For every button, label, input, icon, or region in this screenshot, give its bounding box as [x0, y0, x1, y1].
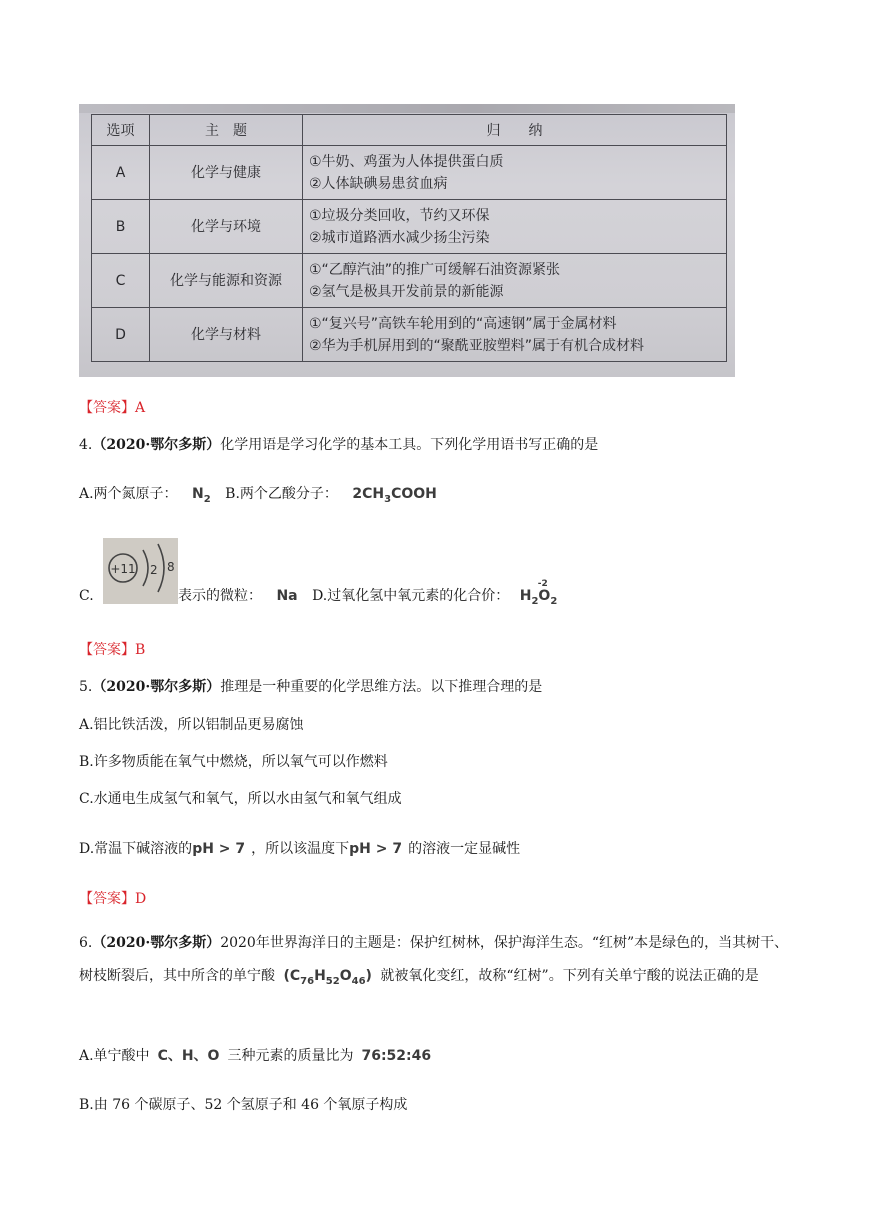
ph-formula: pH > 7: [349, 841, 403, 857]
question-5-stem: [79, 677, 542, 697]
summary-line: ①“复兴号”高铁车轮用到的“高速钢”属于金属材料: [309, 315, 617, 332]
summary-line: ②氢气是极具开发前景的新能源: [309, 283, 504, 300]
question-6-option-b: B.由 76 个碳原子、52 个氢原子和 46 个氧原子构成: [79, 1097, 408, 1113]
option-c-label: C.: [79, 588, 94, 604]
mass-ratio: 76:52:46: [361, 1048, 432, 1064]
row-topic: 化学与能源和资源: [150, 254, 303, 308]
header-option: 选项: [92, 115, 150, 146]
summary-line: ②人体缺碘易患贫血病: [309, 175, 448, 192]
table-row: [92, 308, 727, 362]
question-4-options-ab: [79, 484, 437, 510]
row-summary: [303, 200, 727, 254]
row-summary: [303, 254, 727, 308]
answer-label: 【答案】: [79, 891, 135, 907]
row-option: A: [92, 146, 150, 200]
answer-value: A: [135, 400, 146, 416]
nucleus-charge: +11: [110, 562, 136, 576]
options-table: [91, 114, 727, 362]
cropped-top-edge: [79, 104, 735, 113]
summary-line: ②华为手机屏用到的“聚酰亚胺塑料”属于有机合成材料: [309, 337, 645, 354]
question-5-option-b: B.许多物质能在氧气中燃烧，所以氧气可以作燃料: [79, 754, 388, 770]
question-number: 6.: [79, 935, 93, 951]
answer-q5: [79, 888, 146, 908]
row-topic: 化学与环境: [150, 200, 303, 254]
row-topic: 化学与健康: [150, 146, 303, 200]
question-source: （2020·鄂尔多斯）: [92, 437, 221, 453]
option-c: 表示的微粒：: [178, 588, 262, 604]
formula-n2: $N_2$: [192, 486, 211, 505]
row-summary: [303, 308, 727, 362]
summary-line: ①牛奶、鸡蛋为人体提供蛋白质: [309, 153, 504, 170]
summary-line: ①“乙醇汽油”的推广可缓解石油资源紧张: [309, 261, 561, 278]
question-5-option-a: A.铝比铁活泼，所以铝制品更易腐蚀: [79, 717, 304, 733]
ph-formula: pH > 7: [192, 841, 246, 857]
question-text: 推理是一种重要的化学思维方法。以下推理合理的是: [220, 679, 543, 695]
shell-1-electrons: 2: [150, 563, 158, 577]
row-topic: 化学与材料: [150, 308, 303, 362]
question-6-stem: [79, 927, 799, 998]
question-5-option-c: C.水通电生成氢气和氧气，所以水由氢气和氧气组成: [79, 791, 402, 807]
formula-acetic-acid: $2CH_3COOH$: [352, 486, 437, 505]
question-source: （2020·鄂尔多斯）: [92, 679, 221, 695]
header-topic: 主 题: [150, 115, 303, 146]
question-4-option-c-prefix: [79, 586, 94, 606]
question-text: 就被氧化变红，故称“红树”。下列有关单宁酸的说法正确的是: [380, 968, 759, 984]
question-text: 化学用语是学习化学的基本工具。下列化学用语书写正确的是: [220, 437, 599, 453]
question-number: 5.: [79, 679, 93, 695]
question-text: 2020年世界海洋日的主题是：保护红树林，保护海洋生态。“红树”本是绿色的，当其树干、树枝断裂后，其中所含的单宁酸: [79, 935, 789, 984]
header-summary: 归 纳: [303, 115, 727, 146]
question-4-options-cd: [178, 579, 558, 612]
table-header-row: [92, 115, 727, 146]
question-6-option-a: A.单宁酸中 C、H、O 三种元素的质量比为 76:52:46: [79, 1048, 432, 1064]
element-symbols: C、H、O: [157, 1048, 220, 1064]
option-d: D.过氧化氢中氧元素的化合价：: [312, 588, 510, 604]
question-number: 4.: [79, 437, 93, 453]
row-option: B: [92, 200, 150, 254]
table-row: [92, 146, 727, 200]
formula-na: Na: [276, 588, 298, 604]
answer-q3: [79, 397, 145, 417]
answer-label: 【答案】: [79, 400, 135, 416]
row-summary: [303, 146, 727, 200]
answer-q4: [79, 639, 145, 659]
option-b: B.两个乙酸分子：: [225, 486, 338, 502]
option-a: A.两个氮原子：: [79, 486, 178, 502]
tannic-acid-formula: $(C_{76}H_{52}O_{46})$: [283, 968, 372, 987]
shell-2-electrons: 8: [167, 560, 175, 574]
question-4-stem: [79, 435, 598, 455]
sodium-atom-structure-image: [103, 538, 178, 604]
answer-label: 【答案】: [79, 642, 135, 658]
row-option: C: [92, 254, 150, 308]
summary-line: ①垃圾分类回收，节约又环保: [309, 207, 490, 224]
table-row: [92, 200, 727, 254]
question-source: （2020·鄂尔多斯）: [92, 935, 221, 951]
answer-value: B: [135, 642, 146, 658]
summary-line: ②城市道路洒水减少扬尘污染: [309, 229, 490, 246]
formula-h2o2-valence: $H_2O_2$ -2: [519, 579, 558, 607]
table-row: [92, 254, 727, 308]
answer-value: D: [135, 891, 147, 907]
table-photo: [79, 104, 735, 377]
row-option: D: [92, 308, 150, 362]
question-5-option-d: D.常温下碱溶液的pH > 7 ，所以该温度下pH > 7 的溶液一定显碱性: [79, 841, 521, 857]
